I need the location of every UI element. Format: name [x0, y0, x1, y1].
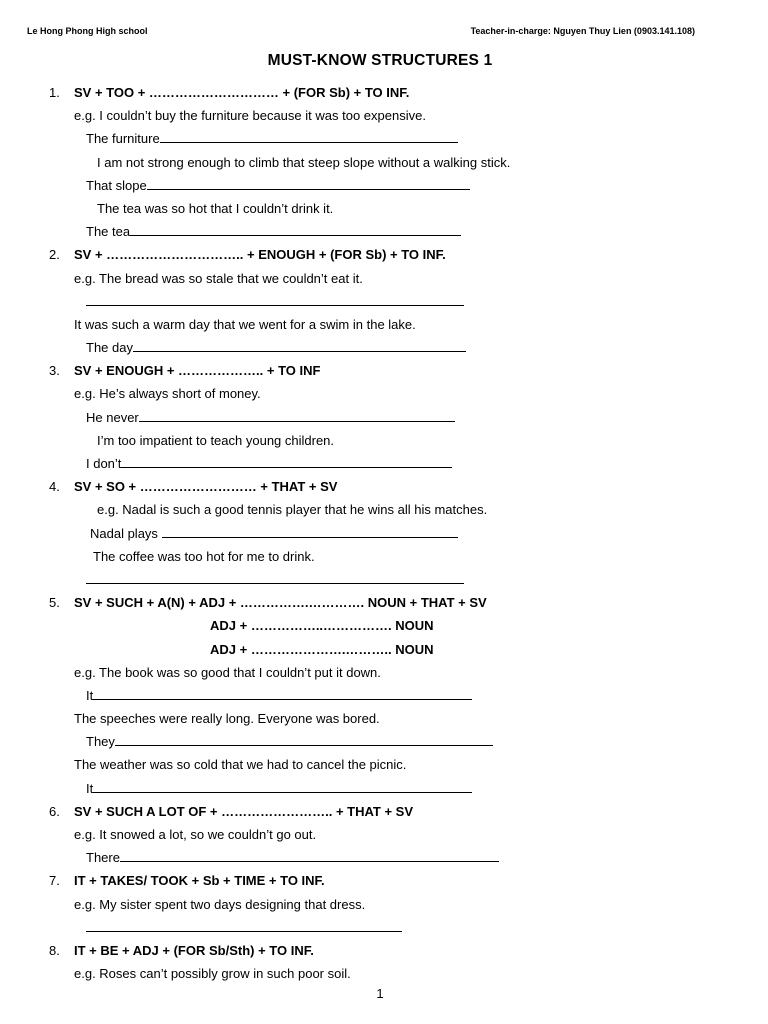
section-8-heading: [0, 939, 768, 962]
exercise-sentence: I am not strong enough to climb that steep slope without a walking stick.: [97, 154, 511, 170]
page-number: 1: [376, 986, 384, 1001]
page-title: MUST-KNOW STRUCTURES 1: [267, 52, 493, 69]
answer-prompt: The tea: [86, 224, 131, 240]
exercise-sentence: The tea was so hot that I couldn’t drink it.: [97, 200, 334, 216]
section-6-heading: [0, 800, 768, 823]
example-sentence: e.g. Nadal is such a good tennis player that he wins all his matches.: [97, 502, 488, 518]
structure-formula: SV + SUCH + A(N) + ADJ + …………….…………. NOUN + THAT + SV: [74, 595, 487, 611]
answer-blank[interactable]: [86, 291, 464, 306]
exercise-line: [0, 707, 768, 730]
structure-formula: IT + BE + ADJ + (FOR Sb/Sth) + TO INF.: [74, 942, 314, 958]
section-number: 1.: [49, 85, 60, 100]
section-5-heading: [0, 591, 768, 614]
example-line: [0, 661, 768, 684]
structure-formula: SV + SO + ……………………… + THAT + SV: [74, 479, 338, 495]
answer-line: [0, 406, 768, 429]
example-line: [0, 104, 768, 127]
school-name: Le Hong Phong High school: [27, 26, 148, 36]
exercise-sentence: The coffee was too hot for me to drink.: [93, 548, 315, 564]
example-line: [0, 498, 768, 521]
teacher-info: Teacher-in-charge: Nguyen Thuy Lien (0903.141.108): [470, 26, 695, 36]
answer-blank[interactable]: [115, 731, 493, 746]
answer-line: [0, 916, 768, 939]
exercise-line: [0, 151, 768, 174]
answer-blank[interactable]: [133, 337, 466, 352]
exercise-sentence: I’m too impatient to teach young children.: [97, 432, 335, 448]
answer-line: [0, 290, 768, 313]
answer-prompt: They: [86, 734, 115, 750]
structure-formula: SV + ………………………….. + ENOUGH + (FOR Sb) + TO INF.: [74, 247, 446, 263]
section-3-heading: [0, 359, 768, 382]
exercise-line: [0, 545, 768, 568]
structure-variant: [0, 614, 768, 637]
answer-line: [0, 684, 768, 707]
answer-line: [0, 730, 768, 753]
example-sentence: e.g. It snowed a lot, so we couldn’t go out.: [74, 827, 317, 842]
structure-formula: SV + TOO + ………………………… + (FOR Sb) + TO INF.: [74, 85, 410, 100]
exercise-line: [0, 429, 768, 452]
answer-prompt: He never: [86, 409, 139, 425]
section-number: 6.: [49, 803, 60, 819]
answer-blank[interactable]: [130, 221, 461, 236]
section-number: 2.: [49, 247, 60, 263]
answer-prompt: The furniture: [86, 131, 160, 147]
example-sentence: e.g. Roses can’t possibly grow in such poor soil.: [74, 966, 351, 982]
section-7-heading: [0, 869, 768, 892]
exercise-line: [0, 753, 768, 776]
answer-prompt: It: [86, 687, 94, 703]
answer-blank[interactable]: [162, 523, 458, 538]
example-line: [0, 267, 768, 290]
answer-blank[interactable]: [139, 407, 455, 422]
answer-line: [0, 174, 768, 197]
answer-prompt: It: [86, 780, 94, 796]
structure-formula: IT + TAKES/ TOOK + Sb + TIME + TO INF.: [74, 873, 325, 889]
answer-blank[interactable]: [147, 175, 470, 190]
answer-line: [0, 127, 768, 150]
answer-prompt: That slope: [86, 177, 147, 193]
section-number: 5.: [49, 595, 60, 611]
structure-formula: ADJ + ……………..……………. NOUN: [210, 618, 434, 634]
example-sentence: e.g. The book was so good that I couldn’t put it down.: [74, 664, 381, 680]
answer-blank[interactable]: [93, 778, 472, 793]
section-1-heading: [0, 81, 768, 104]
answer-blank[interactable]: [160, 128, 458, 143]
exercise-sentence: The weather was so cold that we had to cancel the picnic.: [74, 757, 407, 773]
example-line: [0, 382, 768, 405]
example-line: [0, 962, 768, 985]
example-sentence: e.g. The bread was so stale that we couldn’t eat it.: [74, 270, 363, 286]
example-line: [0, 893, 768, 916]
answer-line: [0, 220, 768, 243]
structure-variant: [0, 638, 768, 661]
section-number: 4.: [49, 479, 60, 495]
answer-blank[interactable]: [86, 917, 402, 932]
exercise-sentence: It was such a warm day that we went for a swim in the lake.: [74, 316, 416, 332]
answer-line: [0, 522, 768, 545]
answer-prompt: Nadal plays: [90, 525, 158, 541]
answer-line: [0, 777, 768, 800]
structure-formula: SV + ENOUGH + ……………….. + TO INF: [74, 363, 321, 379]
exercise-line: [0, 313, 768, 336]
answer-prompt: I don’t: [86, 456, 122, 471]
example-line: [0, 823, 768, 846]
answer-line: [0, 336, 768, 359]
example-sentence: e.g. He’s always short of money.: [74, 386, 261, 402]
section-number: 8.: [49, 942, 60, 958]
example-sentence: e.g. I couldn’t buy the furniture because it was too expensive.: [74, 108, 426, 124]
section-4-heading: [0, 475, 768, 498]
answer-line: [0, 846, 768, 869]
section-number: 3.: [49, 363, 60, 379]
answer-blank[interactable]: [120, 847, 499, 862]
example-sentence: e.g. My sister spent two days designing that dress.: [74, 896, 366, 912]
exercise-line: [0, 197, 768, 220]
answer-line: [0, 452, 768, 475]
section-2-heading: [0, 243, 768, 266]
section-number: 7.: [49, 873, 60, 889]
answer-prompt: There: [86, 850, 120, 866]
structure-formula: ADJ + ………………….……….. NOUN: [210, 641, 434, 657]
worksheet-body: [0, 81, 768, 985]
structure-formula: SV + SUCH A LOT OF + …………………….. + THAT + SV: [74, 803, 414, 819]
answer-blank[interactable]: [121, 453, 452, 468]
answer-prompt: The day: [86, 340, 133, 356]
answer-blank[interactable]: [93, 685, 472, 700]
answer-blank[interactable]: [86, 569, 464, 584]
answer-line: [0, 568, 768, 591]
exercise-sentence: The speeches were really long. Everyone was bored.: [74, 711, 380, 727]
